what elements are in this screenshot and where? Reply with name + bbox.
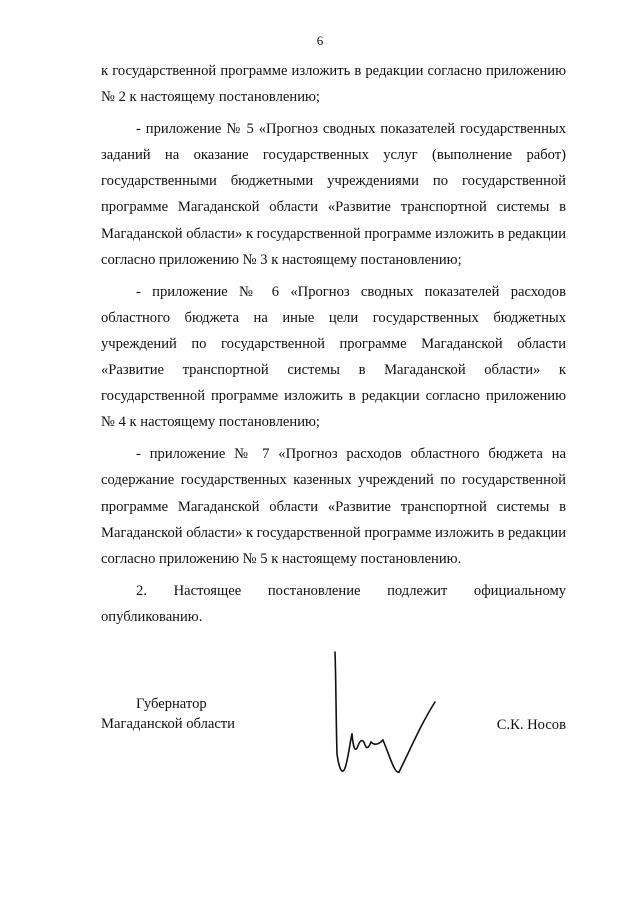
handwritten-signature	[325, 650, 437, 780]
paragraph-continuation: к государственной программе изложить в редакции согласно приложению № 2 к настоящему постановлению;	[101, 63, 566, 106]
signatory-position: Губернатор	[136, 696, 207, 712]
signatory-name: С.К. Носов	[496, 717, 566, 733]
document-body	[101, 58, 566, 630]
paragraph-publication: 2. Настоящее постановление подлежит официальному опубликованию.	[101, 582, 566, 625]
paragraph-appendix-6: - приложение № 6 «Прогноз сводных показателей расходов областного бюджета на иные цели государственных бюджетных учреждений по государственной программе Магаданской области «Развитие транспортной системы в Магаданской области» к государственной программе изложить в редакции согласно приложению № 4 к настоящему постановлению;	[101, 283, 566, 431]
page-number: 6	[316, 33, 324, 48]
paragraph-appendix-5: - приложение № 5 «Прогноз сводных показателей государственных заданий на оказание государственных услуг (выполнение работ) государственными бюджетными учреждениями по государственной программе Магаданской области «Развитие транспортной системы в Магаданской области» к государственной программе изложить в редакции согласно приложению № 3 к настоящему постановлению;	[101, 121, 567, 268]
paragraph-appendix-7: - приложение № 7 «Прогноз расходов областного бюджета на содержание государственных казенных учреждений по государственной программе Магаданской области «Развитие транспортной системы в Магаданской области» к государственной программе изложить в редакции согласно приложению № 5 к настоящему постановлению.	[101, 446, 567, 567]
signatory-region: Магаданской области	[101, 716, 235, 732]
